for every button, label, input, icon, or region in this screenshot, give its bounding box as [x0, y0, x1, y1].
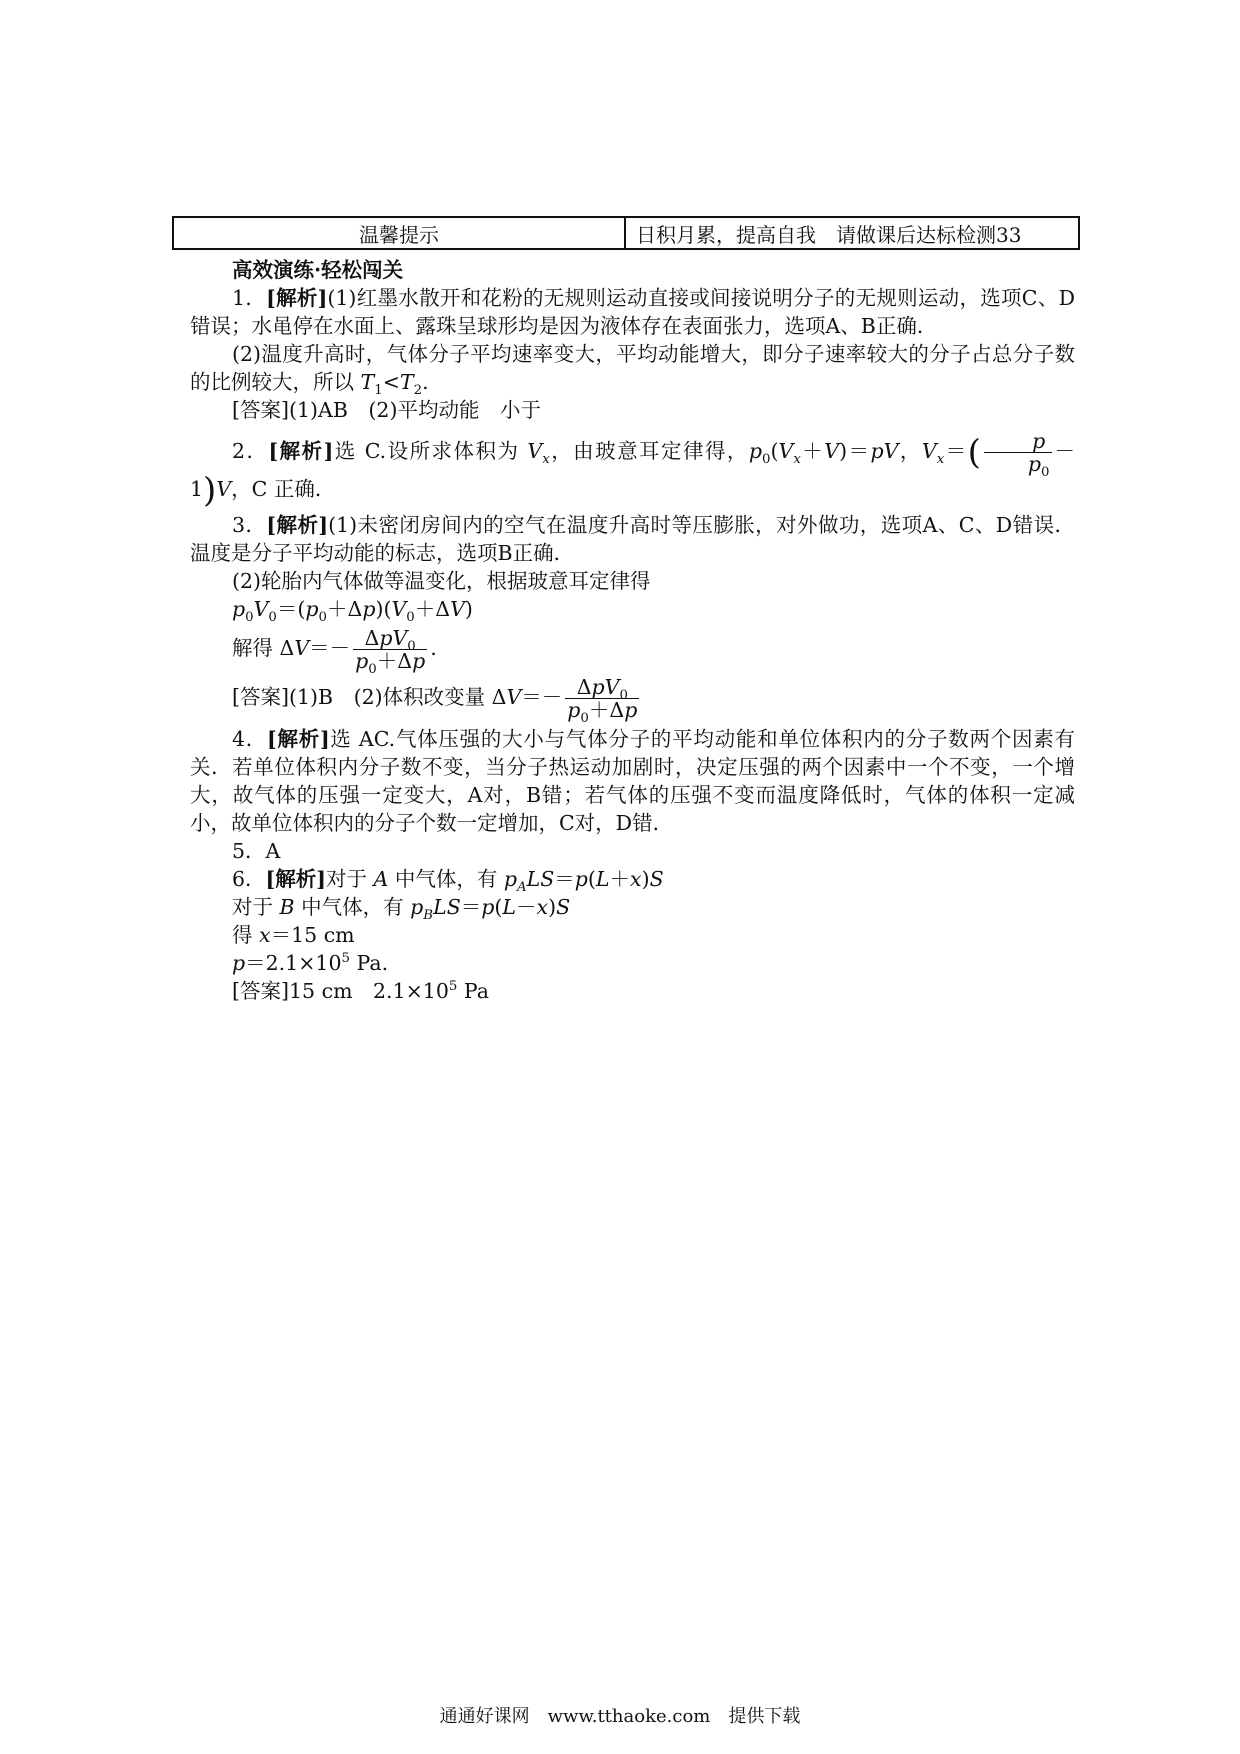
analysis-tag: [解析] — [267, 726, 330, 751]
q6-line-2: 对于 B 中气体，有 $p_BLS=p(L-x)S$ — [232, 894, 571, 923]
q3-answer: [答案](1)B (2)体积改变量 ΔV＝－ $\frac{\Delta pV_0}{p_0+\Delta p}$ — [232, 674, 638, 726]
q1-analysis: 1．[解析](1)红墨水散开和花粉的无规则运动直接或间接说明分子的无规则运动，选项C、D错误；水黾停在水面上、露珠呈球形均是因为液体存在表面张力，选项A、B正确． — [190, 286, 1076, 338]
q3-analysis: 3．[解析](1)未密闭房间内的空气在温度升高时等压膨胀，对外做功，选项A、C、D错误．温度是分子平均动能的标志，选项B正确． — [190, 512, 1075, 565]
q3-solution: 解得 ΔV＝－ $\frac{\Delta pV_0}{p_0+\Delta p}$ . — [232, 625, 437, 677]
analysis-tag: [解析] — [266, 512, 329, 537]
q5-answer: 5．A — [232, 838, 281, 863]
q4-analysis: 4．[解析]选 AC.气体压强的大小与气体分子的平均动能和单位体积内的分子数两个因素有关．若单位体积内分子数不变，当分子热运动加剧时，决定压强的两个因素中一个不变，一个增大，故气体的压强一定变大，A对，B错；若气体的压强不变而温度降低时，气体的体积一定减小，故单位体积内的分子个数一定增加，C对，D错． — [190, 726, 1075, 835]
q6-answer: [答案]15 cm $2.1\times 10^5$ Pa — [232, 978, 489, 1003]
q1-analysis-2: (2)温度升高时，气体分子平均速率变大，平均动能增大，即分子速率较大的分子占总分子数的比例较大，所以 $T_1<T_2$. — [190, 342, 1075, 399]
tip-box-right: 日积月累，提高自我 请做课后达标检测33 — [625, 217, 1079, 249]
q3-analysis-2: (2)轮胎内气体做等温变化，根据玻意耳定律得 — [232, 568, 651, 593]
footer-credit: 通通好课网 www.tthaoke.com 提供下载 — [439, 1706, 801, 1727]
q6-line-3: 得 x＝15 cm — [232, 922, 355, 947]
q2-analysis: 2．[解析]选 C.设所求体积为 $V_x$，由玻意耳定律得，$p_0(V_x+V)=pV$，$V_x=$( $\frac{p}{p_0}$ －1)V，C 正确． — [190, 429, 1076, 511]
q6-line-1: 6．[解析]对于 A 中气体，有 $p_ALS=p(L+x)S$ — [232, 866, 664, 895]
analysis-tag: [解析] — [268, 439, 334, 463]
answer-content — [190, 256, 1075, 1005]
analysis-tag: [解析] — [266, 286, 328, 310]
q3-equation: $p_0V_0=(p_0+\Delta p)(V_0+\Delta V)$ — [232, 596, 473, 625]
q1-answer: [答案](1)AB (2)平均动能 小于 — [232, 398, 541, 422]
tip-box — [172, 216, 1080, 250]
section-title: 高效演练·轻松闯关 — [232, 258, 404, 282]
analysis-tag: [解析] — [265, 866, 326, 891]
q6-line-4: $p=2.1\times 10^5$ Pa. — [232, 950, 389, 975]
tip-box-left: 温馨提示 — [173, 217, 625, 249]
